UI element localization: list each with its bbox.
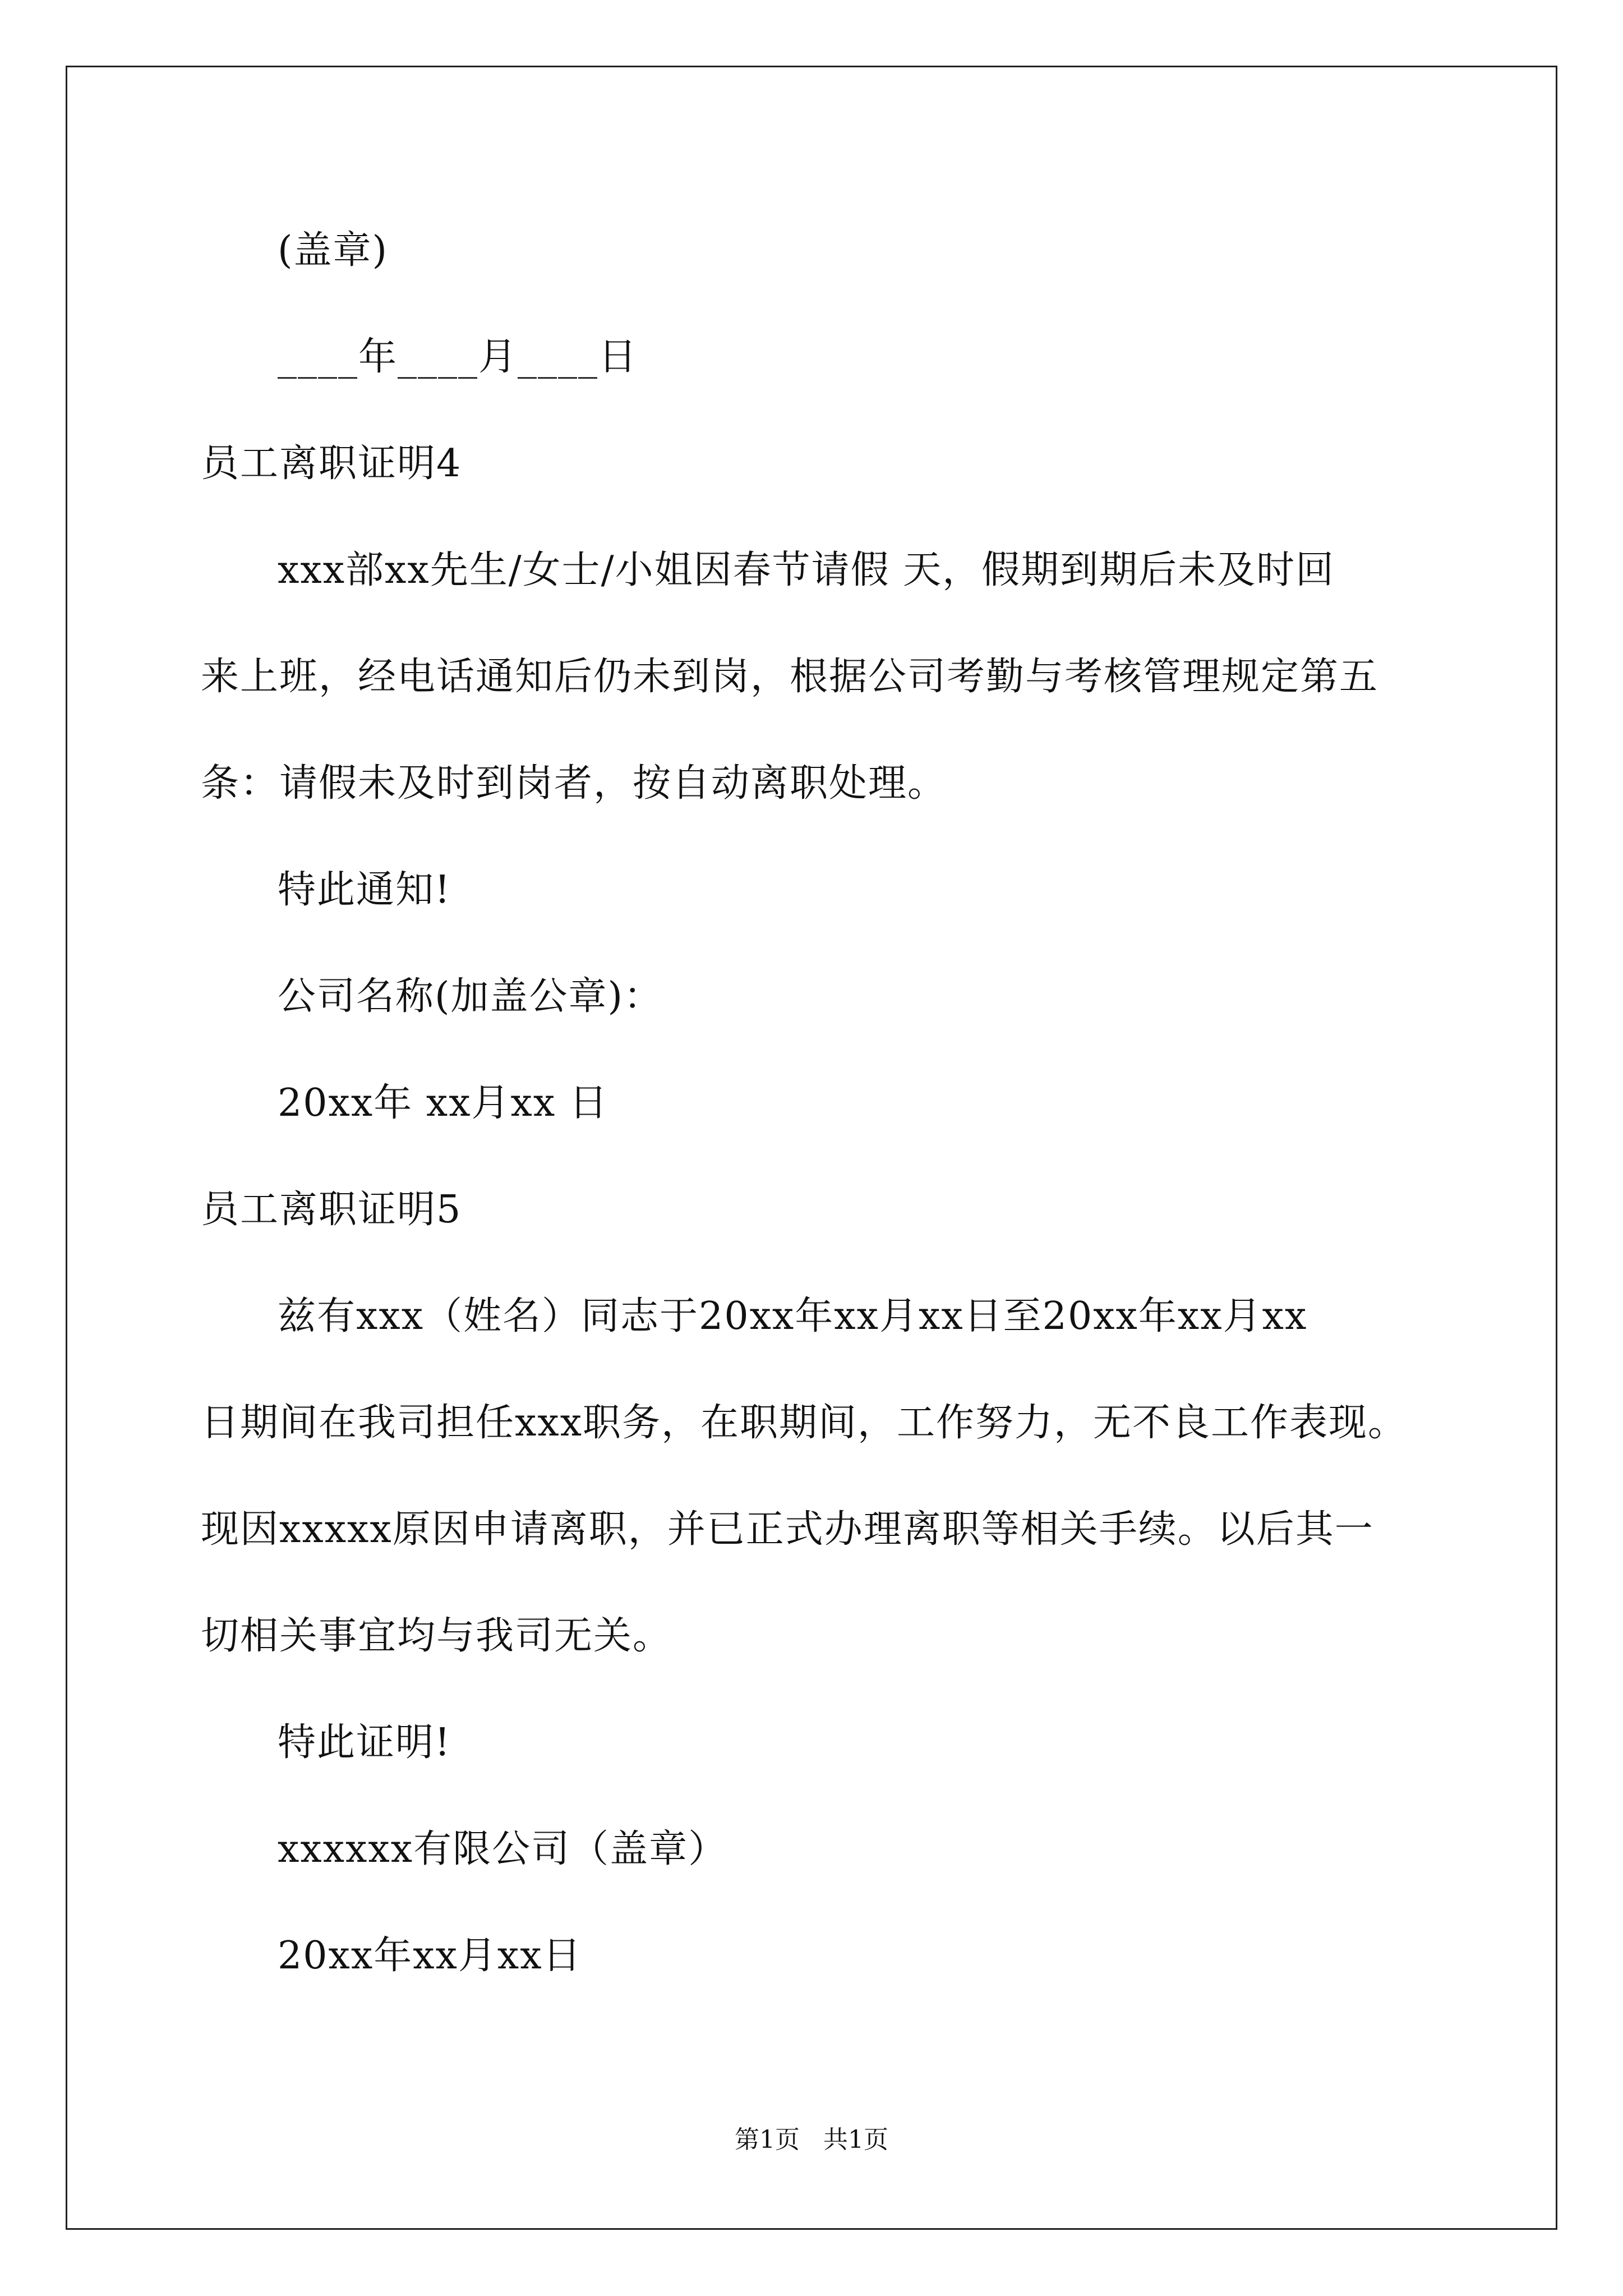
- date-line-5: 20xx年xx月xx日: [278, 1934, 582, 1978]
- section-title-4: 员工离职证明4: [201, 441, 462, 486]
- body-line-6: 现因xxxxx原因申请离职，并已正式办理离职等相关手续。以后其一: [201, 1507, 1374, 1552]
- notice-line: 特此通知!: [278, 868, 451, 912]
- company-seal-line: xxxxxx有限公司（盖章）: [278, 1827, 728, 1871]
- date-blank-line: ____年____月____日: [278, 335, 638, 379]
- company-name-line: 公司名称(加盖公章)：: [278, 974, 663, 1019]
- body-line-7: 切相关事宜均与我司无关。: [201, 1614, 672, 1658]
- body-line-1: xxx部xx先生/女士/小姐因春节请假 天，假期到期后未及时回: [278, 548, 1335, 592]
- body-line-3: 条：请假未及时到岗者，按自动离职处理。: [201, 761, 947, 806]
- page-border: [66, 66, 1557, 2230]
- certify-line: 特此证明!: [278, 1720, 451, 1765]
- section-title-5: 员工离职证明5: [201, 1188, 462, 1232]
- body-line-2: 来上班，经电话通知后仍未到岗，根据公司考勤与考核管理规定第五: [201, 655, 1379, 699]
- page-footer: 第1页 共1页: [735, 2125, 888, 2154]
- body-line-4: 兹有xxx（姓名）同志于20xx年xx月xx日至20xx年xx月xx: [278, 1294, 1308, 1338]
- body-line-5: 日期间在我司担任xxx职务，在职期间，工作努力，无不良工作表现。: [201, 1401, 1408, 1445]
- seal-note: (盖章): [278, 228, 389, 273]
- date-line-4: 20xx年 xx月xx 日: [278, 1081, 608, 1125]
